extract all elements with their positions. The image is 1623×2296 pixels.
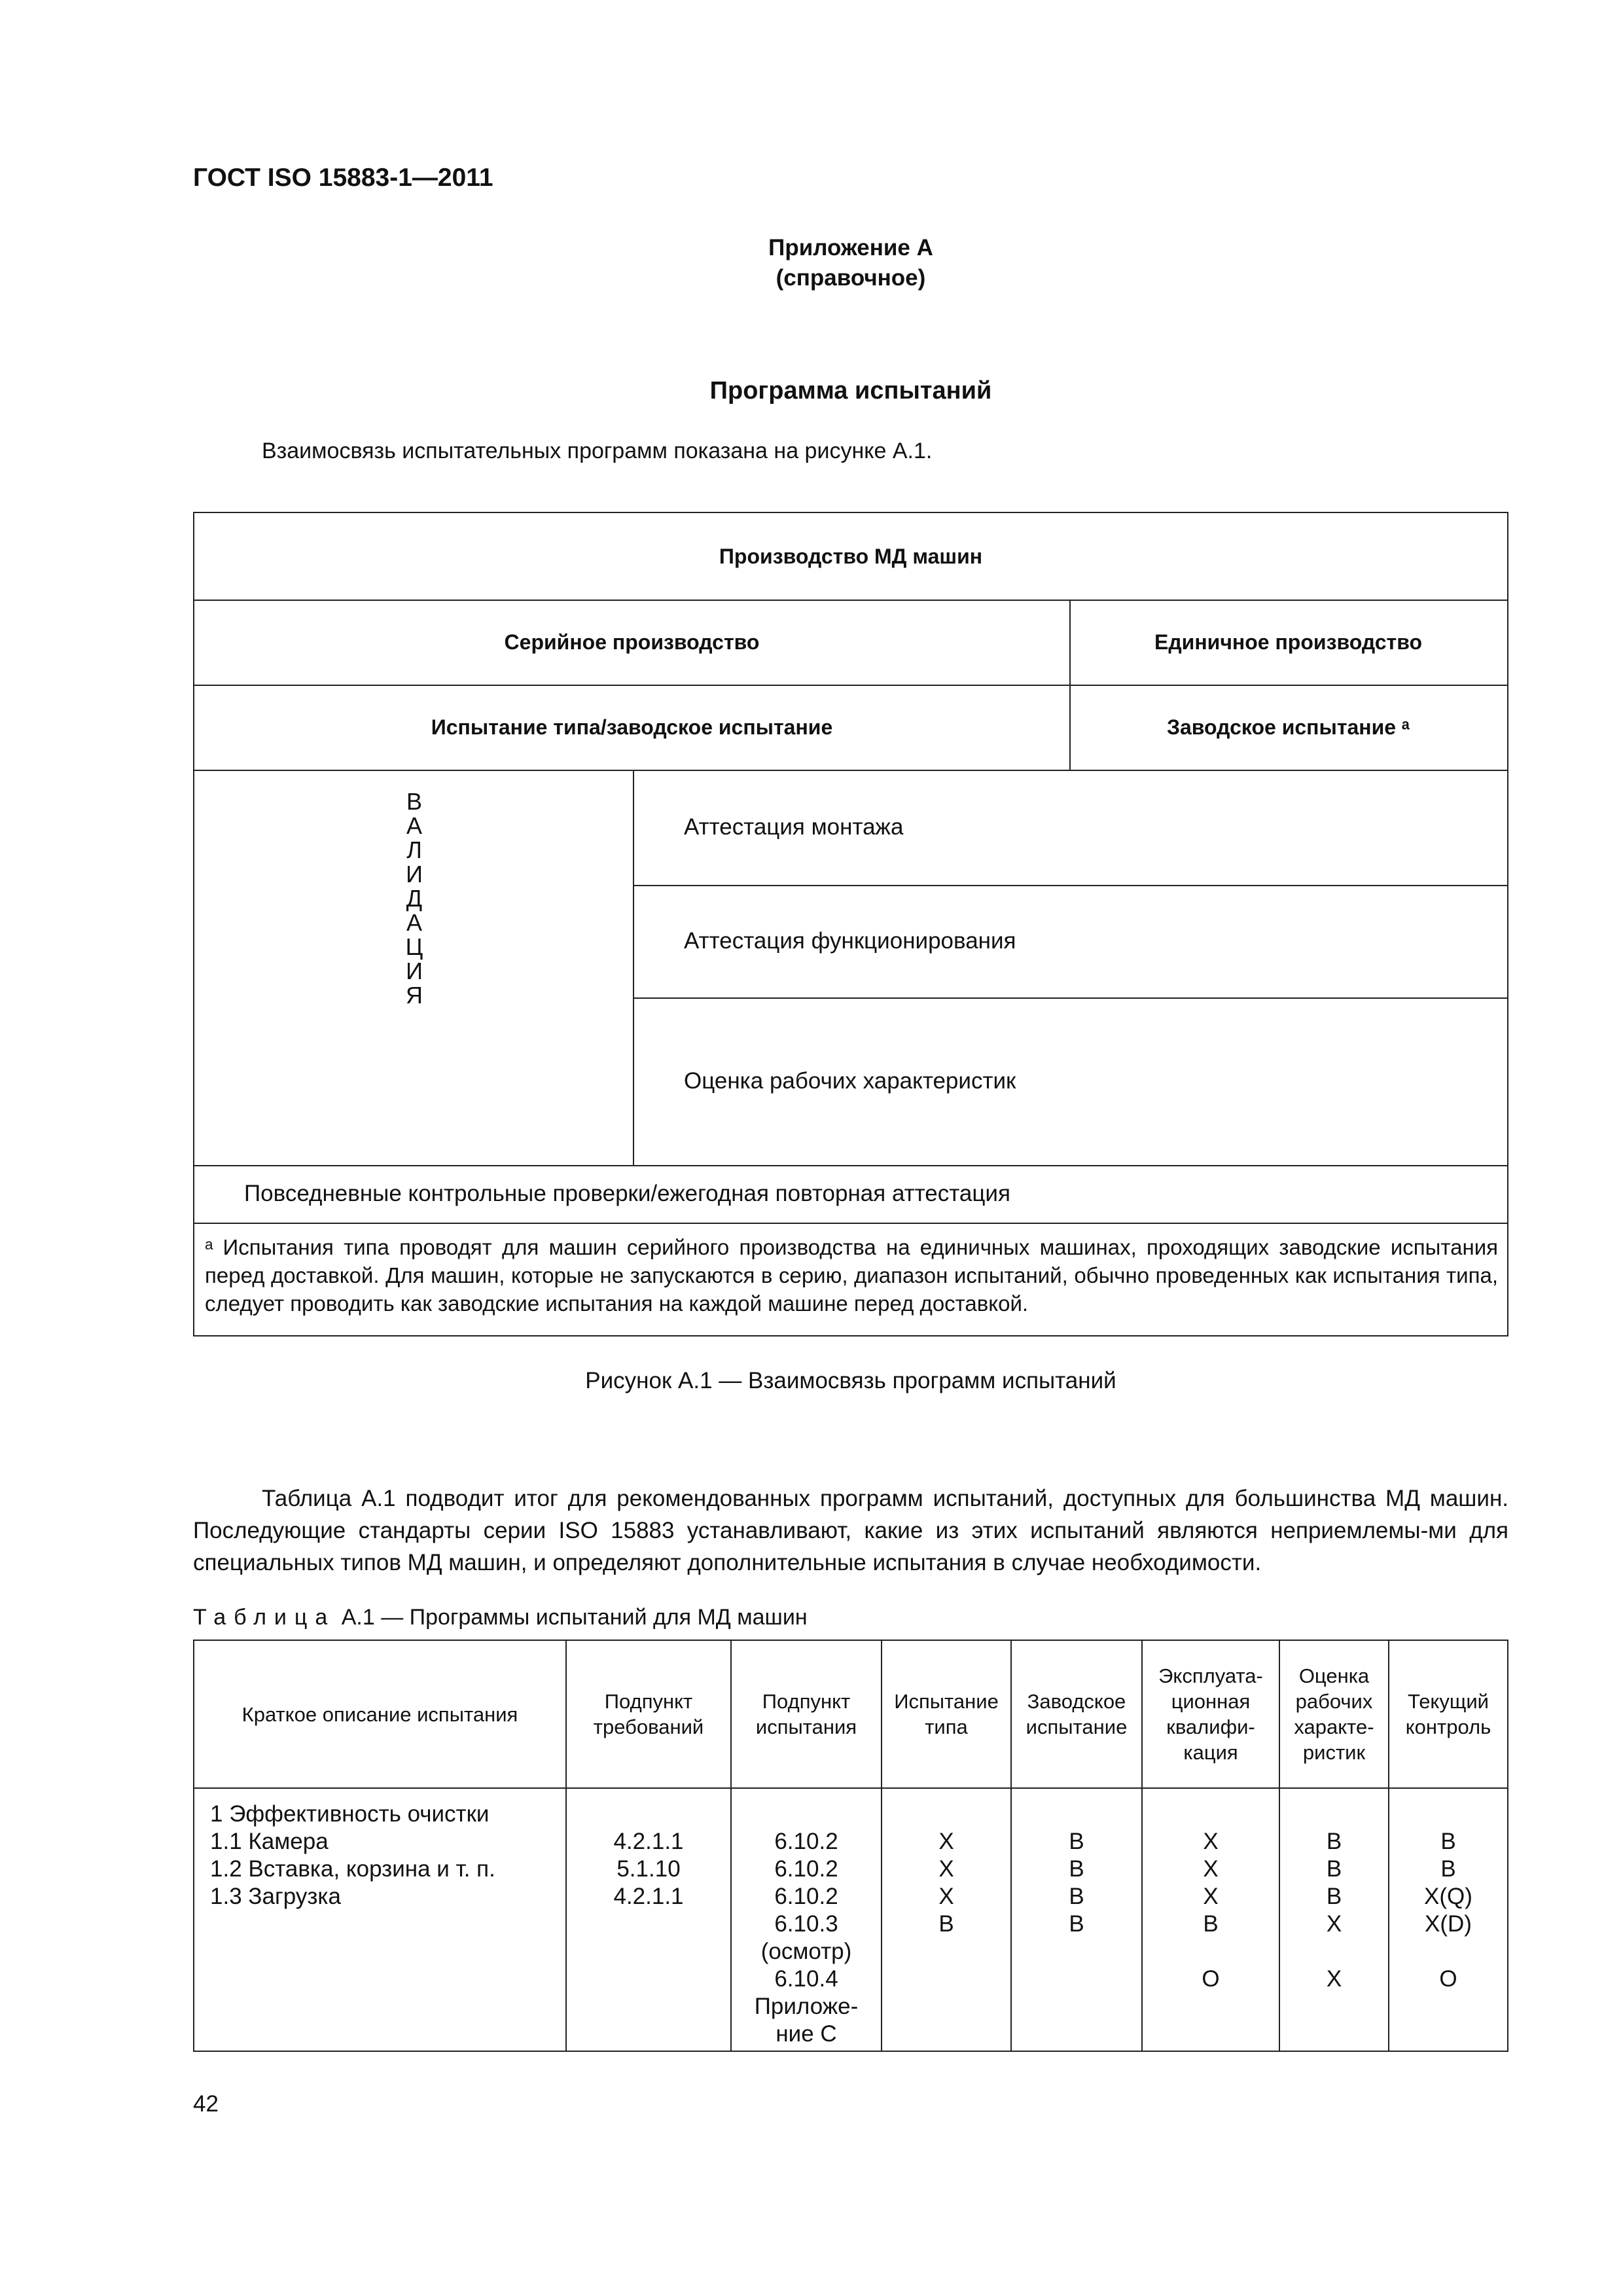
figure-caption: Рисунок А.1 — Взаимосвязь программ испытаний (585, 1368, 1116, 1393)
performance-column: В В В Х Х (1326, 1829, 1342, 1992)
test-clause-column: 6.10.2 6.10.2 6.10.2 6.10.3 (осмотр) 6.10.4 Приложе- ние С (754, 1829, 859, 2047)
intro-text: Взаимосвязь испытательных программ показана на рисунке А.1. (262, 439, 933, 463)
validation-vertical-label: В А Л И Д А Ц И Я (405, 788, 423, 1009)
type-test-column: Х Х Х В (938, 1829, 954, 1937)
figure-footnote: ᵃ Испытания типа проводят для машин серийного производства на единичных машинах, проходящих заводские испытания перед доставкой. Для машин, которые не запускаются в серию, диапазон испытаний, обычно проведенных как испытания типа, следует проводить как заводские испытания на каждой машине перед доставкой. (205, 1235, 1498, 1316)
table-title-prefix: Таблица (193, 1605, 336, 1630)
factory-test-cell: Заводское испытание ᵃ (1166, 715, 1410, 739)
performance-evaluation-cell: Оценка рабочих характеристик (684, 1068, 1016, 1094)
table-row-label: 1.1 Камера (210, 1829, 329, 1854)
header-factory-test: Заводское испытание (1026, 1690, 1128, 1738)
header-operational-qualification: Эксплуата-ционная квалифи-кация (1158, 1664, 1263, 1764)
appendix-heading (654, 233, 1047, 293)
production-cell: Производство МД машин (719, 544, 983, 568)
header-performance: Оценка рабочих характе-ристик (1294, 1664, 1374, 1764)
header-test-clause: Подпункт испытания (755, 1690, 857, 1738)
section-title: Программа испытаний (709, 377, 992, 404)
header-description: Краткое описание испытания (241, 1702, 518, 1726)
type-test-cell: Испытание типа/заводское испытание (431, 715, 833, 739)
table-row-label: 1.2 Вставка, корзина и т. п. (210, 1856, 495, 1882)
table-title-text: А.1 — Программы испытаний для МД машин (335, 1605, 808, 1630)
operational-qualification-cell: Аттестация функционирования (684, 928, 1016, 954)
table-row-label: 1.3 Загрузка (210, 1884, 341, 1909)
description-column (210, 1801, 563, 1910)
installation-qualification-cell: Аттестация монтажа (684, 814, 904, 840)
routine-control-column: В В Х(Q) Х(D) О (1424, 1829, 1472, 1992)
document-code: ГОСТ ISO 15883-1—2011 (193, 164, 493, 192)
figure-a1 (193, 512, 1508, 1336)
page-number: 42 (193, 2091, 219, 2117)
operational-qualification-column: Х Х Х В О (1202, 1829, 1220, 1992)
header-type-test: Испытание типа (894, 1690, 999, 1738)
serial-production-cell: Серийное производство (504, 630, 760, 654)
table-title (193, 1605, 808, 1630)
body-paragraph: Таблица А.1 подводит итог для рекомендованных программ испытаний, доступных для большинства МД машин. Последующие стандарты серии ISO 15883 устанавливают, какие из этих испытаний являются неприемлемы-ми для специальных типов МД машин, и определяют дополнительные испытания в случае необходимости. (193, 1486, 1508, 1575)
header-routine-control: Текущий контроль (1405, 1690, 1491, 1738)
table-a1 (193, 1640, 1508, 2052)
requirement-column: 4.2.1.1 5.1.10 4.2.1.1 (613, 1829, 684, 1909)
appendix-type: (справочное) (776, 265, 926, 291)
factory-test-column: В В В В (1069, 1829, 1084, 1937)
routine-checks-cell: Повседневные контрольные проверки/ежегодная повторная аттестация (244, 1181, 1010, 1206)
appendix-label: Приложение А (768, 235, 933, 260)
table-row-label: 1 Эффективность очистки (210, 1801, 490, 1827)
header-requirement-clause: Подпункт требований (593, 1690, 704, 1738)
single-production-cell: Единичное производство (1154, 630, 1422, 654)
